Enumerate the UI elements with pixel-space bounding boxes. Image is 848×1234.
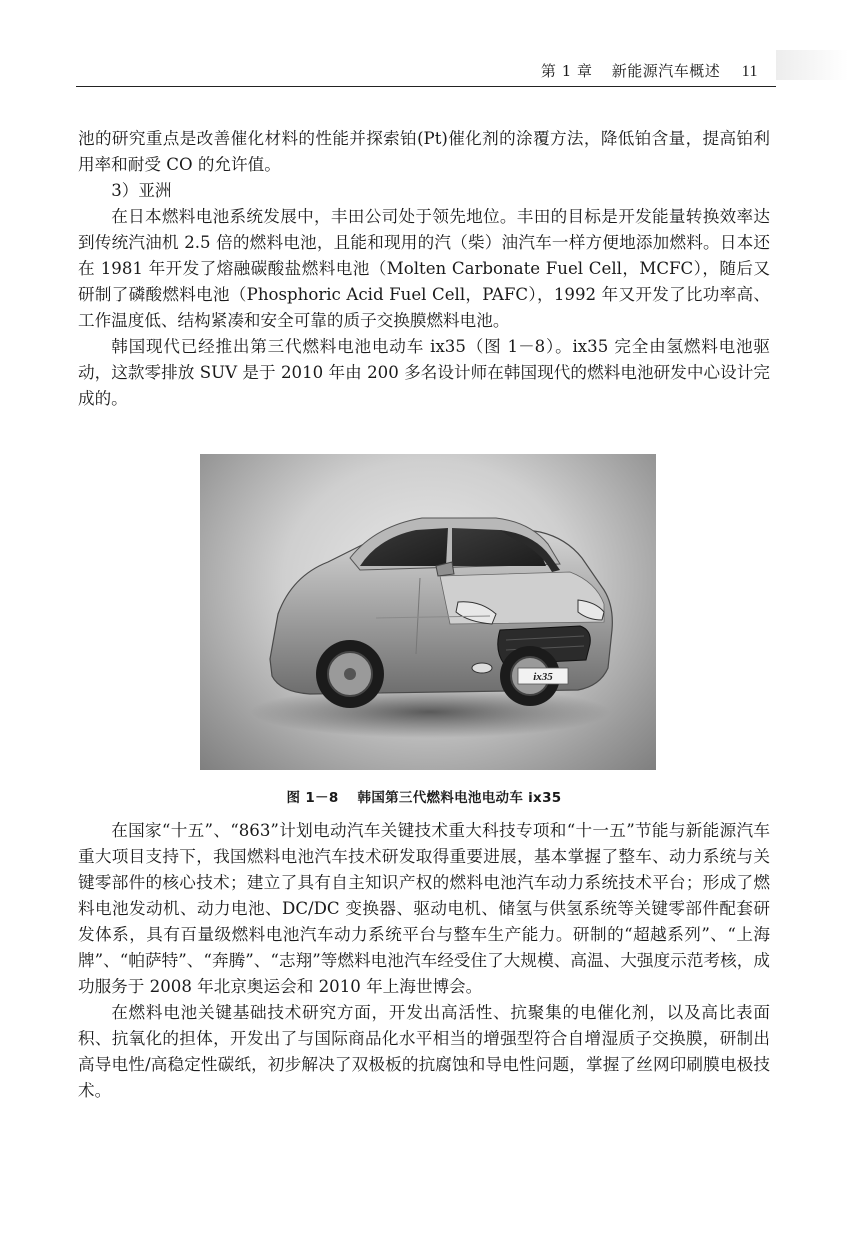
figure-caption-text: 韩国第三代燃料电池电动车 ix35: [357, 790, 562, 806]
paragraph-china-progress: 在国家“十五”、“863”计划电动汽车关键技术重大科技专项和“十一五”节能与新能源汽车重大项目支持下，我国燃料电池汽车技术研发取得重要进展，基本掌握了整车、动力系统与关键零部件的核心技术；建立了具有自主知识产权的燃料电池汽车动力系统技术平台；形成了燃料电池发动机、动力电池、DC/DC 变换器、驱动电机、储氢与供氢系统等关键零部件配套研发体系，具有百量级燃料电池汽车动力系统平台与整车生产能力。研制的“超越系列”、“上海牌”、“帕萨特”、“奔腾”、“志翔”等燃料电池汽车经受住了大规模、高温、大强度示范考核，成功服务于 2008 年北京奥运会和 2010 年上海世博会。: [78, 821, 770, 996]
header-text: [541, 60, 758, 81]
paragraph-key-technologies: 在燃料电池关键基础技术研究方面，开发出高活性、抗聚集的电催化剂，以及高比表面积、抗氧化的担体，开发出了与国际商品化水平相当的增强型符合自增湿质子交换膜，研制出高导电性/高稳定性碳纸，初步解决了双极板的抗腐蚀和导电性问题，掌握了丝网印刷膜电极技术。: [78, 1003, 770, 1100]
text-block-top: [78, 126, 770, 412]
license-plate-badge: ix35: [533, 671, 553, 683]
running-header: [76, 58, 776, 87]
page-number: 11: [741, 63, 758, 80]
car-illustration: [200, 454, 656, 770]
figure-car-photo: [200, 454, 656, 770]
paragraph-continuation: 池的研究重点是改善催化材料的性能并探索铂(Pt)催化剂的涂覆方法，降低铂含量，提高铂利用率和耐受 CO 的允许值。: [78, 129, 770, 174]
scan-shadow: [776, 50, 848, 80]
section-heading-asia: 3）亚洲: [111, 181, 172, 200]
chapter-label: 第 1 章: [540, 62, 593, 80]
paragraph-japan: 在日本燃料电池系统发展中，丰田公司处于领先地位。丰田的目标是开发能量转换效率达到传统汽油机 2.5 倍的燃料电池，且能和现用的汽（柴）油汽车一样方便地添加燃料。日本还在 1981 年开发了熔融碳酸盐燃料电池（Molten Carbonate Fuel Cell，MCFC），随后又研制了磷酸燃料电池（Phosphoric Acid Fuel Cell，PAFC），1992 年又开发了比功率高、工作温度低、结构紧凑和安全可靠的质子交换膜燃料电池。: [78, 207, 770, 330]
figure-caption: [0, 786, 848, 806]
paragraph-korea: 韩国现代已经推出第三代燃料电池电动车 ix35（图 1－8）。ix35 完全由氢燃料电池驱动，这款零排放 SUV 是于 2010 年由 200 多名设计师在韩国现代的燃料电池研发中心设计完成的。: [78, 337, 770, 408]
figure-number: 图 1－8: [286, 790, 339, 806]
chapter-title: 新能源汽车概述: [611, 62, 721, 80]
text-block-bottom: [78, 818, 770, 1104]
